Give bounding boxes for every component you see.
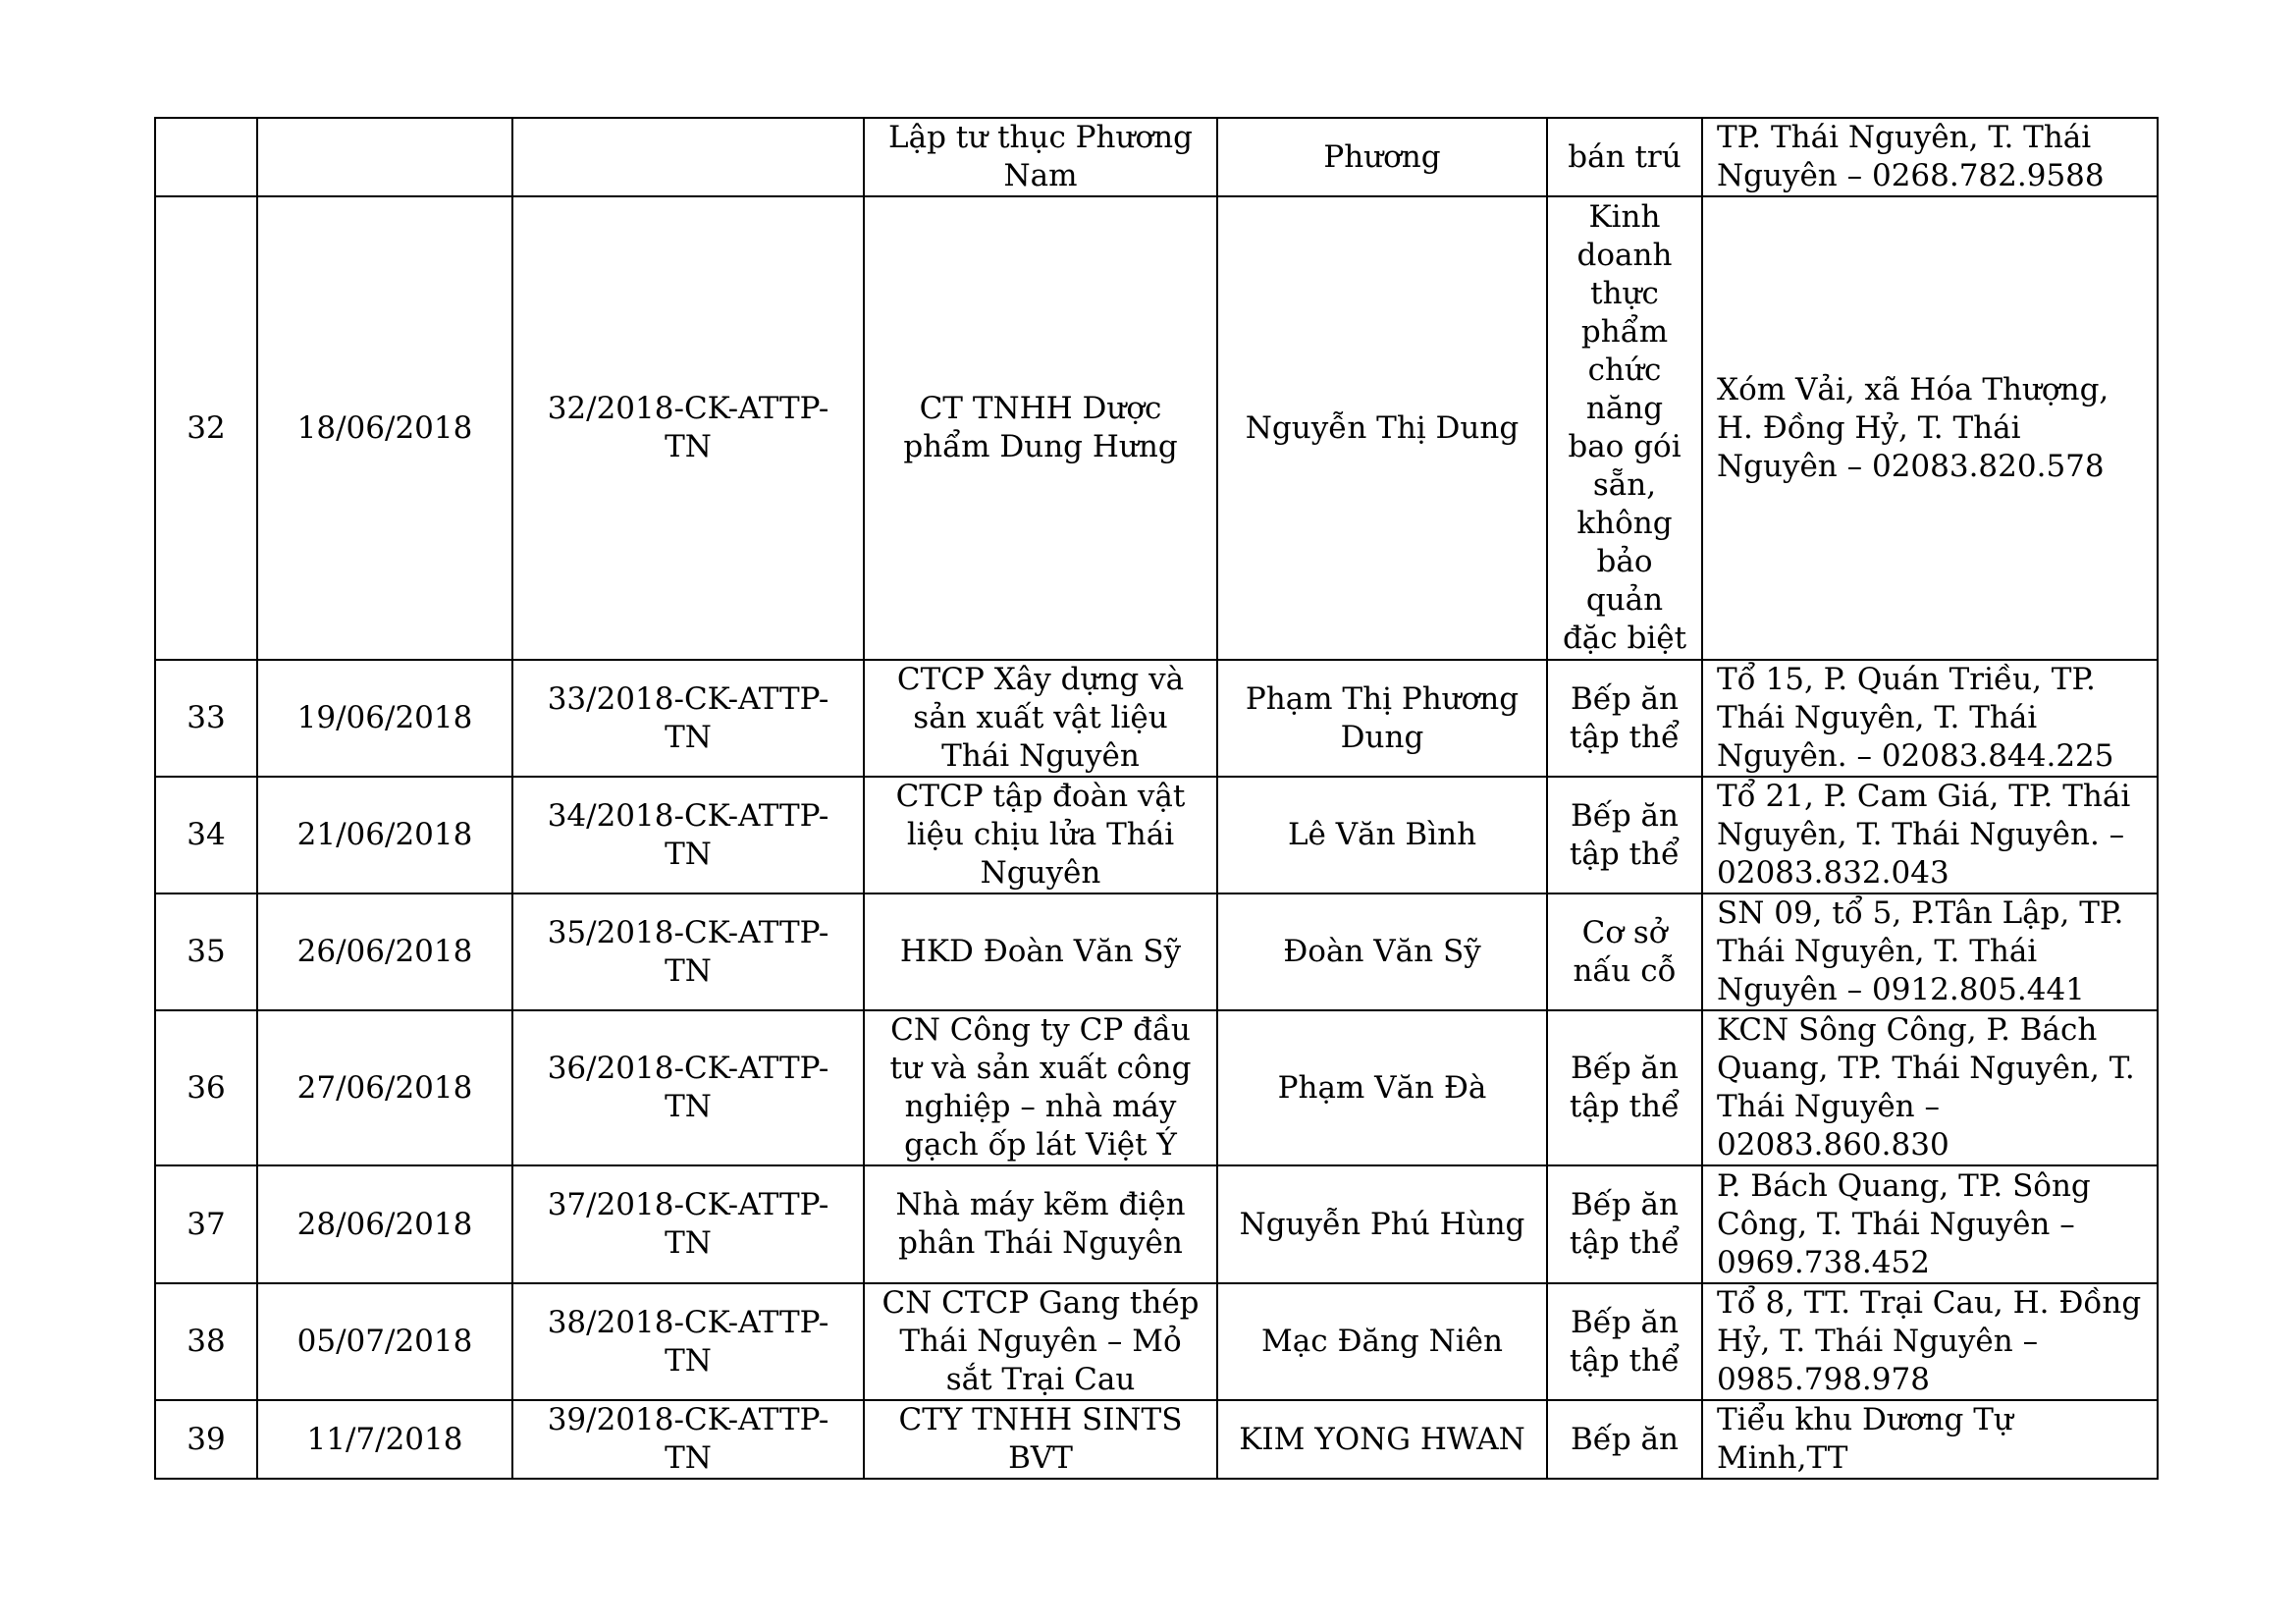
- cell-date: 11/7/2018: [257, 1400, 512, 1479]
- cell-owner: Phạm Thị Phương Dung: [1217, 660, 1547, 777]
- cell-type: Bếp ăn tập thể: [1547, 1010, 1702, 1165]
- cell-establishment: Nhà máy kẽm điện phân Thái Nguyên: [864, 1165, 1217, 1283]
- cell-cert-no: 32/2018-CK-ATTP-TN: [512, 196, 864, 660]
- cell-owner: Phương: [1217, 118, 1547, 196]
- cell-address: Tiểu khu Dương Tự Minh,TT: [1702, 1400, 2158, 1479]
- table-row: [155, 196, 2158, 660]
- cell-cert-no: 34/2018-CK-ATTP-TN: [512, 777, 864, 893]
- cell-owner: Lê Văn Bình: [1217, 777, 1547, 893]
- table-row: [155, 777, 2158, 893]
- cell-establishment: CTCP Xây dựng và sản xuất vật liệu Thái Nguyên: [864, 660, 1217, 777]
- cell-type: Bếp ăn: [1547, 1400, 1702, 1479]
- cell-establishment: CT TNHH Dược phẩm Dung Hưng: [864, 196, 1217, 660]
- cell-cert-no: 35/2018-CK-ATTP-TN: [512, 893, 864, 1010]
- cell-type: Bếp ăn tập thể: [1547, 777, 1702, 893]
- cell-address: P. Bách Quang, TP. Sông Công, T. Thái Nguyên – 0969.738.452: [1702, 1165, 2158, 1283]
- cell-owner: Đoàn Văn Sỹ: [1217, 893, 1547, 1010]
- cell-cert-no: 37/2018-CK-ATTP-TN: [512, 1165, 864, 1283]
- cell-establishment: CTY TNHH SINTS BVT: [864, 1400, 1217, 1479]
- cell-date: 26/06/2018: [257, 893, 512, 1010]
- cell-date: [257, 118, 512, 196]
- cell-owner: Nguyễn Thị Dung: [1217, 196, 1547, 660]
- cell-address: Tổ 21, P. Cam Giá, TP. Thái Nguyên, T. Thái Nguyên. – 02083.832.043: [1702, 777, 2158, 893]
- table-row: [155, 1010, 2158, 1165]
- cell-type: Bếp ăn tập thể: [1547, 660, 1702, 777]
- cell-address: SN 09, tổ 5, P.Tân Lập, TP. Thái Nguyên, T. Thái Nguyên – 0912.805.441: [1702, 893, 2158, 1010]
- cell-establishment: HKD Đoàn Văn Sỹ: [864, 893, 1217, 1010]
- cell-date: 21/06/2018: [257, 777, 512, 893]
- cell-address: TP. Thái Nguyên, T. Thái Nguyên – 0268.782.9588: [1702, 118, 2158, 196]
- cell-cert-no: 33/2018-CK-ATTP-TN: [512, 660, 864, 777]
- cell-type: Cơ sở nấu cỗ: [1547, 893, 1702, 1010]
- cell-stt: 39: [155, 1400, 257, 1479]
- table-row: [155, 1165, 2158, 1283]
- cell-cert-no: 36/2018-CK-ATTP-TN: [512, 1010, 864, 1165]
- cell-cert-no: 38/2018-CK-ATTP-TN: [512, 1283, 864, 1400]
- table-row: [155, 1400, 2158, 1479]
- cell-address: KCN Sông Công, P. Bách Quang, TP. Thái Nguyên, T. Thái Nguyên – 02083.860.830: [1702, 1010, 2158, 1165]
- cell-cert-no: [512, 118, 864, 196]
- cell-establishment: CN Công ty CP đầu tư và sản xuất công nghiệp – nhà máy gạch ốp lát Việt Ý: [864, 1010, 1217, 1165]
- cell-date: 05/07/2018: [257, 1283, 512, 1400]
- cell-stt: 38: [155, 1283, 257, 1400]
- cell-address: Xóm Vải, xã Hóa Thượng, H. Đồng Hỷ, T. Thái Nguyên – 02083.820.578: [1702, 196, 2158, 660]
- cell-address: Tổ 8, TT. Trại Cau, H. Đồng Hỷ, T. Thái Nguyên – 0985.798.978: [1702, 1283, 2158, 1400]
- cell-owner: Nguyễn Phú Hùng: [1217, 1165, 1547, 1283]
- cell-type: bán trú: [1547, 118, 1702, 196]
- cell-establishment: CTCP tập đoàn vật liệu chịu lửa Thái Nguyên: [864, 777, 1217, 893]
- cell-establishment: Lập tư thục Phương Nam: [864, 118, 1217, 196]
- cell-address: Tổ 15, P. Quán Triều, TP. Thái Nguyên, T. Thái Nguyên. – 02083.844.225: [1702, 660, 2158, 777]
- certificate-table: [154, 117, 2159, 1480]
- cell-stt: 36: [155, 1010, 257, 1165]
- cell-type: Kinh doanh thực phẩm chức năng bao gói sẵn, không bảo quản đặc biệt: [1547, 196, 1702, 660]
- cell-type: Bếp ăn tập thể: [1547, 1283, 1702, 1400]
- cell-owner: Phạm Văn Đà: [1217, 1010, 1547, 1165]
- cell-stt: [155, 118, 257, 196]
- table-row: [155, 893, 2158, 1010]
- cell-stt: 37: [155, 1165, 257, 1283]
- cell-date: 19/06/2018: [257, 660, 512, 777]
- cell-date: 18/06/2018: [257, 196, 512, 660]
- cell-stt: 33: [155, 660, 257, 777]
- cell-owner: Mạc Đăng Niên: [1217, 1283, 1547, 1400]
- cell-date: 28/06/2018: [257, 1165, 512, 1283]
- table-row: [155, 1283, 2158, 1400]
- table-row: [155, 118, 2158, 196]
- cell-stt: 35: [155, 893, 257, 1010]
- cell-owner: KIM YONG HWAN: [1217, 1400, 1547, 1479]
- cell-establishment: CN CTCP Gang thép Thái Nguyên – Mỏ sắt Trại Cau: [864, 1283, 1217, 1400]
- table-row: [155, 660, 2158, 777]
- cell-type: Bếp ăn tập thể: [1547, 1165, 1702, 1283]
- cell-date: 27/06/2018: [257, 1010, 512, 1165]
- cell-stt: 34: [155, 777, 257, 893]
- cell-stt: 32: [155, 196, 257, 660]
- cell-cert-no: 39/2018-CK-ATTP-TN: [512, 1400, 864, 1479]
